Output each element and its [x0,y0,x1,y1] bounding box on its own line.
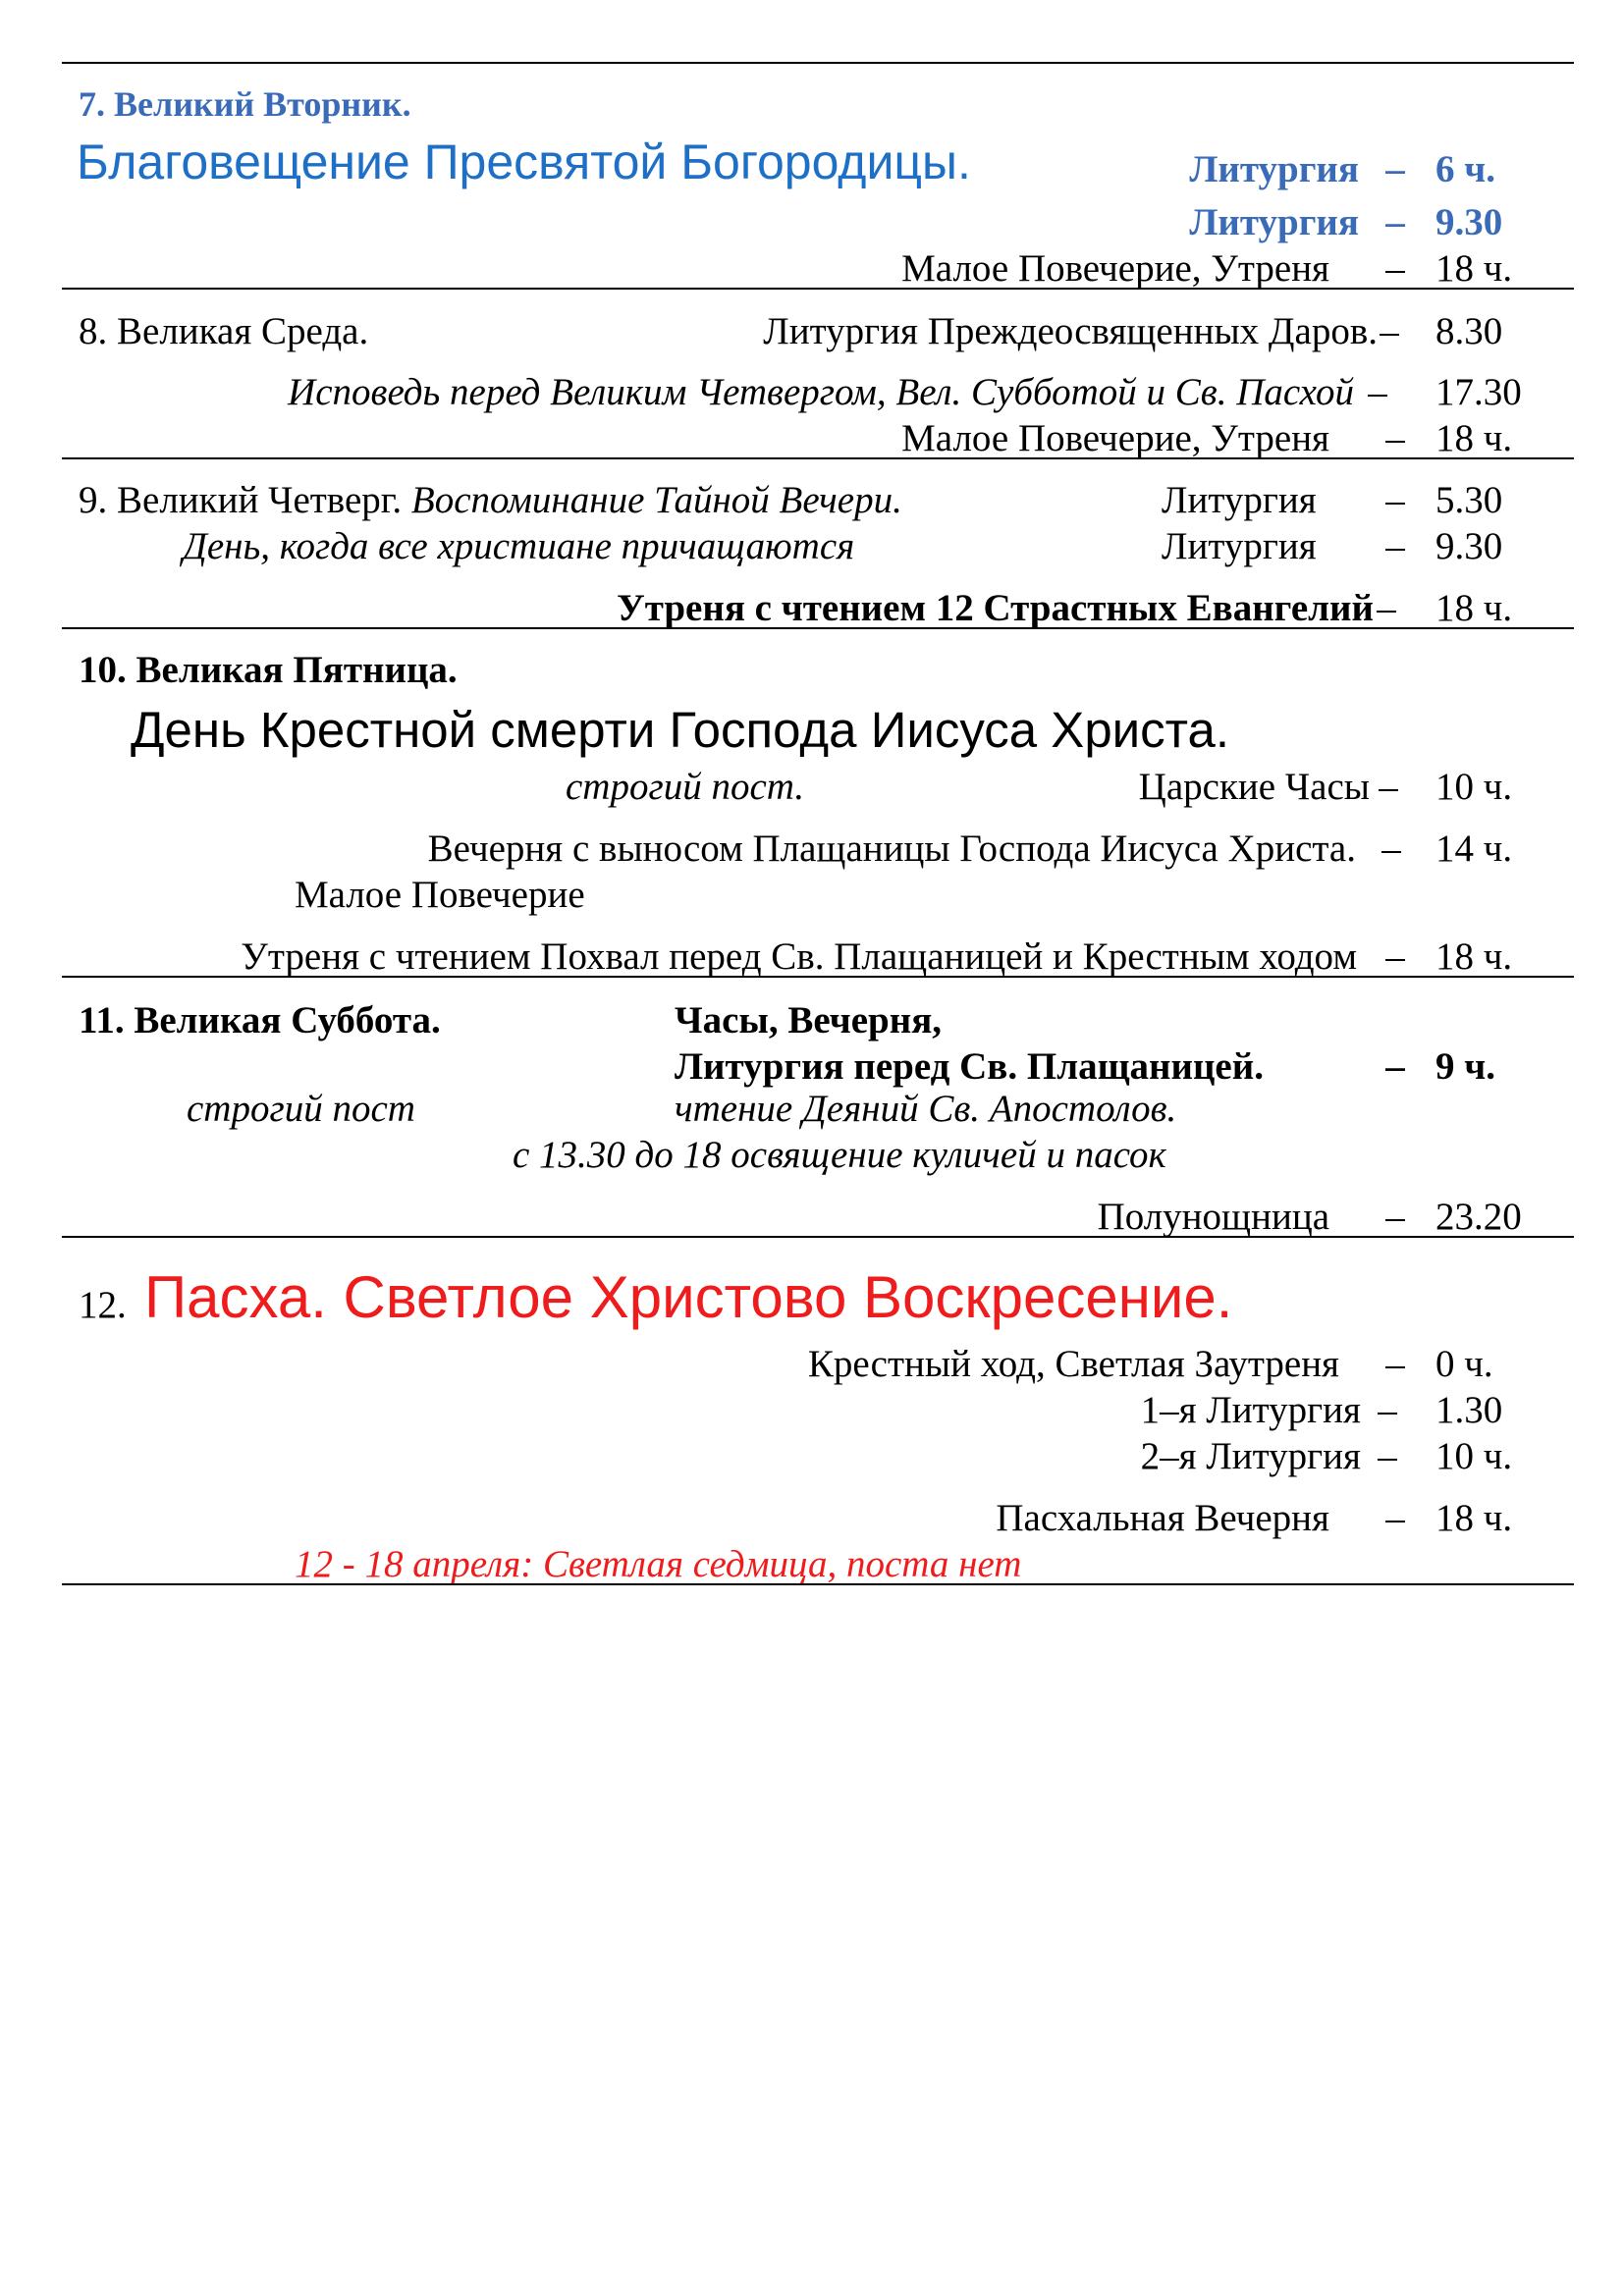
dash: – [1381,828,1401,870]
day-12-service-4-label: Пасхальная Вечерня [996,1497,1329,1539]
day-12-note: 12 - 18 апреля: Светлая седмица, поста нет [295,1543,1022,1585]
day-9-service-1-time: 5.30 [1435,479,1503,521]
dash: – [1368,371,1387,413]
day-10-service-1-time: 10 ч. [1435,766,1513,808]
day-8-service-1-label: Литургия Преждеосвященных Даров. [763,310,1378,352]
day-8-service-2-label: Исповедь перед Великим Четвергом, Вел. Субботой и Св. Пасхой [288,371,1354,413]
dash: – [1385,525,1405,567]
day-10-heading: 10. Великая Пятница. [79,649,458,691]
divider [62,627,1574,629]
day-11-service-2-time: 23.20 [1435,1196,1522,1238]
day-10-note: строгий пост. [566,766,805,808]
day-11-blessing: с 13.30 до 18 освящение куличей и пасок [513,1134,1166,1176]
day-12-service-1-time: 0 ч. [1435,1343,1493,1385]
dash: – [1378,1435,1397,1477]
day-11-note: строгий пост [187,1088,415,1130]
divider-bottom [62,1583,1574,1585]
dash: – [1385,1497,1405,1539]
day-9-heading-text: 9. Великий Четверг. [79,479,403,521]
day-7-service-3-time: 18 ч. [1435,247,1513,290]
dash: – [1377,587,1396,629]
dash: – [1385,479,1405,521]
dash: – [1380,310,1399,352]
day-10-service-2-label: Вечерня с выносом Плащаницы Господа Иисуса Христа. [427,828,1356,870]
dash: – [1385,935,1405,978]
dash: – [1385,1343,1405,1385]
dash: – [1385,1045,1405,1088]
day-10-service-3-time: 18 ч. [1435,935,1513,978]
divider [62,288,1574,290]
day-11-heading: 11. Великая Суббота. [79,999,441,1041]
day-9-note: День, когда все христиане причащаются [183,525,855,567]
day-7-liturgy-1-time: 6 ч. [1435,148,1495,190]
day-9-service-3-time: 18 ч. [1435,587,1513,629]
day-8-service-1-time: 8.30 [1435,310,1503,352]
day-8-service-3-time: 18 ч. [1435,417,1513,459]
day-10-service-3-label: Утреня с чтением Похвал перед Св. Плащаницей и Крестным ходом [241,935,1357,978]
day-9-service-2-time: 9.30 [1435,525,1503,567]
day-12-feast-title: Пасха. Светлое Христово Воскресение. [144,1264,1233,1330]
day-12-service-4-time: 18 ч. [1435,1497,1513,1539]
dash: – [1385,247,1405,290]
dash: – [1385,201,1405,243]
day-9-heading [79,481,902,519]
day-11-reading: чтение Деяний Св. Апостолов. [675,1088,1177,1130]
day-12-service-2-label: 1–я Литургия [1140,1389,1361,1431]
dash: – [1379,766,1398,808]
day-7-feast-title: Благовещение Пресвятой Богородицы. [77,134,971,189]
day-7-liturgy-2-label: Литургия [1189,201,1359,243]
divider-top [62,62,1574,64]
day-10-service-2-continuation: Малое Повечерие [295,874,585,916]
day-9-service-3-label: Утреня с чтением 12 Страстных Евангелий [617,587,1374,629]
day-10-service-2-time: 14 ч. [1435,828,1513,870]
day-12-service-3-time: 10 ч. [1435,1435,1513,1477]
divider [62,457,1574,459]
day-11-service-1-line-2: Литургия перед Св. Плащаницей. [675,1045,1264,1088]
day-9-subtitle: Воспоминание Тайной Вечери. [410,479,902,521]
day-7-liturgy-2-time: 9.30 [1435,201,1503,243]
day-12-service-2-time: 1.30 [1435,1389,1503,1431]
day-12-service-3-label: 2–я Литургия [1140,1435,1361,1477]
day-9-service-1-label: Литургия [1162,479,1317,521]
day-8-service-2-time: 17.30 [1435,371,1522,413]
day-10-service-1-label: Царские Часы [1138,766,1370,808]
day-12-number: 12. [79,1284,127,1326]
day-12-service-1-label: Крестный ход, Светлая Заутреня [807,1343,1339,1385]
day-11-service-1-line-1: Часы, Вечерня, [675,999,943,1041]
day-8-heading: 8. Великая Среда. [79,310,369,352]
day-11-service-1-time: 9 ч. [1435,1045,1495,1088]
day-7-heading: 7. Великий Вторник. [79,84,411,124]
dash: – [1385,1196,1405,1238]
dash: – [1385,417,1405,459]
day-9-service-2-label: Литургия [1162,525,1317,567]
day-10-feast-title: День Крестной смерти Господа Иисуса Христа. [131,702,1229,758]
day-7-service-3-label: Малое Повечерие, Утреня [901,247,1329,290]
day-8-service-3-label: Малое Повечерие, Утреня [901,417,1329,459]
divider [62,976,1574,978]
divider [62,1236,1574,1238]
dash: – [1385,148,1405,190]
day-11-service-2-label: Полунощница [1097,1196,1329,1238]
dash: – [1378,1389,1397,1431]
day-7-liturgy-1-label: Литургия [1189,148,1359,190]
